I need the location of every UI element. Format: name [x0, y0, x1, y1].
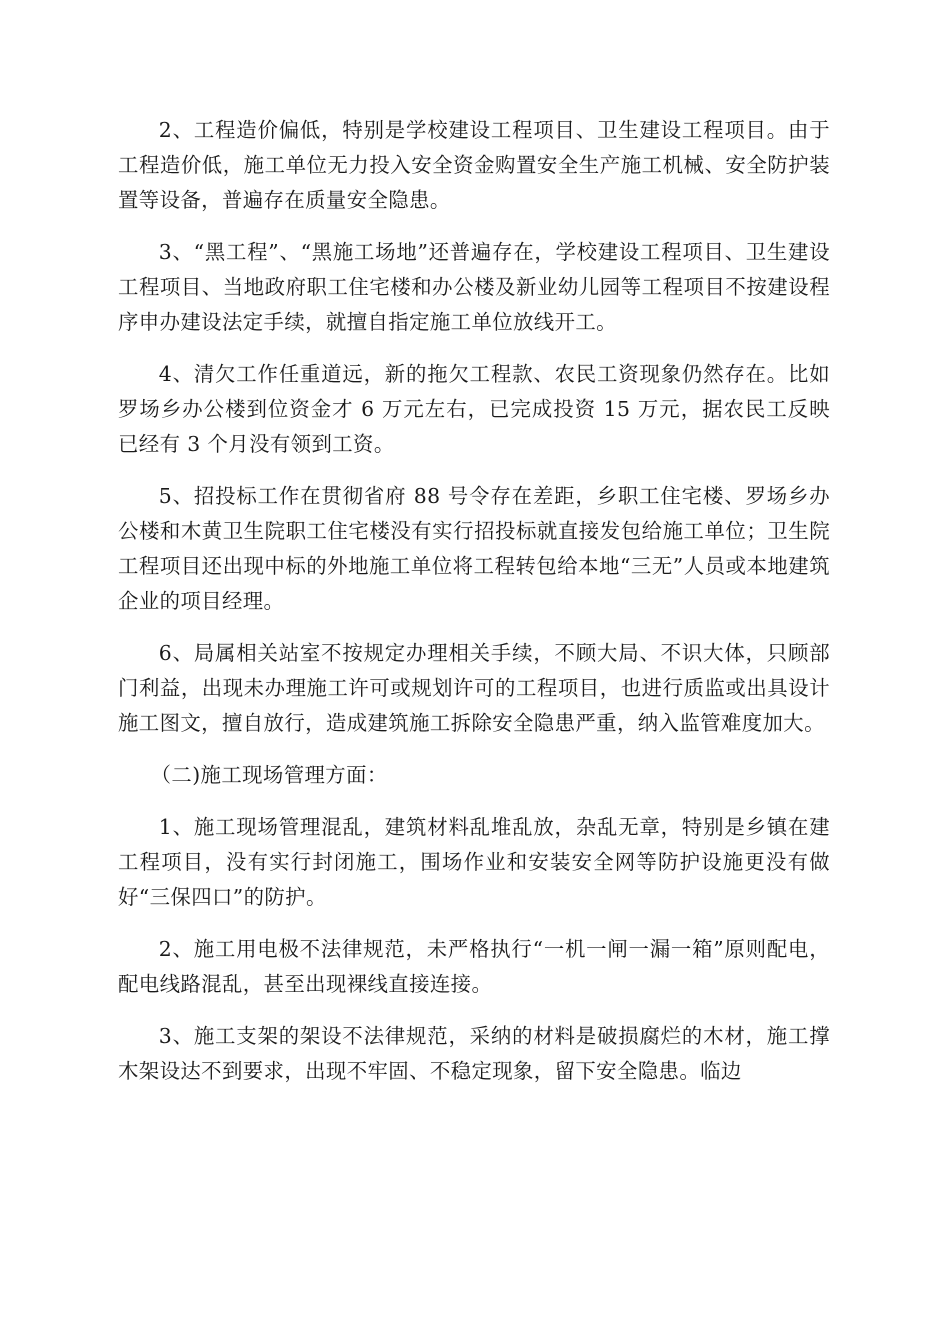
paragraph-bureau-procedures: 6、局属相关站室不按规定办理相关手续，不顾大局、不识大体，只顾部门利益，出现未办理施工许可或规划许可的工程项目，也进行质监或出具设计施工图文，擅自放行，造成建筑施工拆除安全隐患严重，纳入监管难度加大。 [118, 641, 830, 735]
paragraph-scaffolding: 3、施工支架的架设不法律规范，采纳的材料是破损腐烂的木材，施工撑木架设达不到要求，出现不牢固、不稳定现象，留下安全隐患。临边 [118, 1024, 830, 1083]
paragraph-electricity: 2、施工用电极不法律规范，未严格执行“一机一闸一漏一箱”原则配电，配电线路混乱，甚至出现裸线直接连接。 [118, 937, 830, 996]
section-heading-site-management: （二)施工现场管理方面： [150, 763, 388, 787]
paragraph-black-projects: 3、“黑工程”、“黑施工场地”还普遍存在，学校建设工程项目、卫生建设工程项目、当地政府职工住宅楼和办公楼及新业幼儿园等工程项目不按建设程序申办建设法定手续，就擅自指定施工单位放线开工。 [118, 240, 830, 334]
paragraph-bidding: 5、招投标工作在贯彻省府 88 号令存在差距，乡职工住宅楼、罗场乡办公楼和木黄卫生院职工住宅楼没有实行招投标就直接发包给施工单位；卫生院工程项目还出现中标的外地施工单位将工程转包给本地“三无”人员或本地建筑企业的项目经理。 [118, 484, 830, 613]
paragraph-cost-low: 2、工程造价偏低，特别是学校建设工程项目、卫生建设工程项目。由于工程造价低，施工单位无力投入安全资金购置安全生产施工机械、安全防护装置等设备，普遍存在质量安全隐患。 [118, 118, 830, 212]
document-body [118, 113, 830, 1106]
paragraph-site-chaos: 1、施工现场管理混乱，建筑材料乱堆乱放，杂乱无章，特别是乡镇在建工程项目，没有实行封闭施工，围场作业和安装安全网等防护设施更没有做好“三保四口”的防护。 [118, 815, 830, 909]
paragraph-wage-arrears: 4、清欠工作任重道远，新的拖欠工程款、农民工资现象仍然存在。比如罗场乡办公楼到位资金才 6 万元左右，已完成投资 15 万元，据农民工反映已经有 3 个月没有领到工资。 [118, 362, 830, 456]
